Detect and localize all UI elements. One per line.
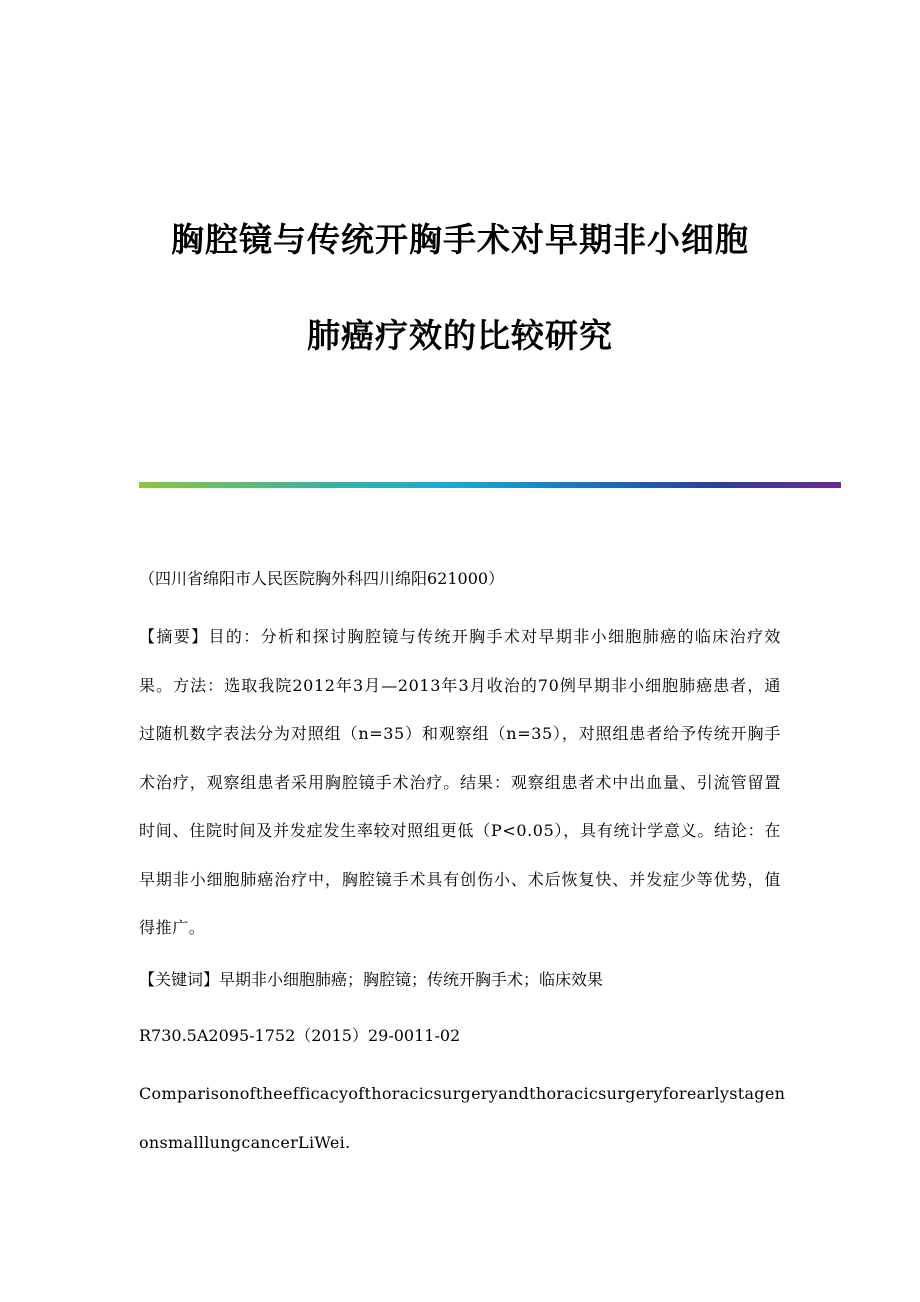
classification-number: R730.5A2095-1752（2015）29-0011-02 [139,1026,461,1045]
keywords-line: 【关键词】早期非小细胞肺癌；胸腔镜；传统开胸手术；临床效果 [139,970,604,989]
document-title-line-1: 胸腔镜与传统开胸手术对早期非小细胞 [171,220,749,259]
english-title: ComparisonoftheefficacyofthoracicsurgeryandthoracicsurgeryforearlystagenonsmalllungcancerLiWei. [139,1084,786,1152]
document-title-line-2: 肺癌疗效的比较研究 [307,316,613,355]
gradient-divider [139,482,841,488]
author-affiliation: （四川省绵阳市人民医院胸外科四川绵阳621000） [139,569,505,588]
abstract-paragraph: 【摘要】目的：分析和探讨胸腔镜与传统开胸手术对早期非小细胞肺癌的临床治疗效果。方法：选取我院2012年3月—2013年3月收治的70例早期非小细胞肺癌患者，通过随机数字表法分为对照组（n=35）和观察组（n=35），对照组患者给予传统开胸手术治疗，观察组患者采用胸腔镜手术治疗。结果：观察组患者术中出血量、引流管留置时间、住院时间及并发症发生率较对照组更低（P<0.05），具有统计学意义。结论：在早期非小细胞肺癌治疗中，胸腔镜手术具有创伤小、术后恢复快、并发症少等优势，值得推广。 [139,627,781,937]
